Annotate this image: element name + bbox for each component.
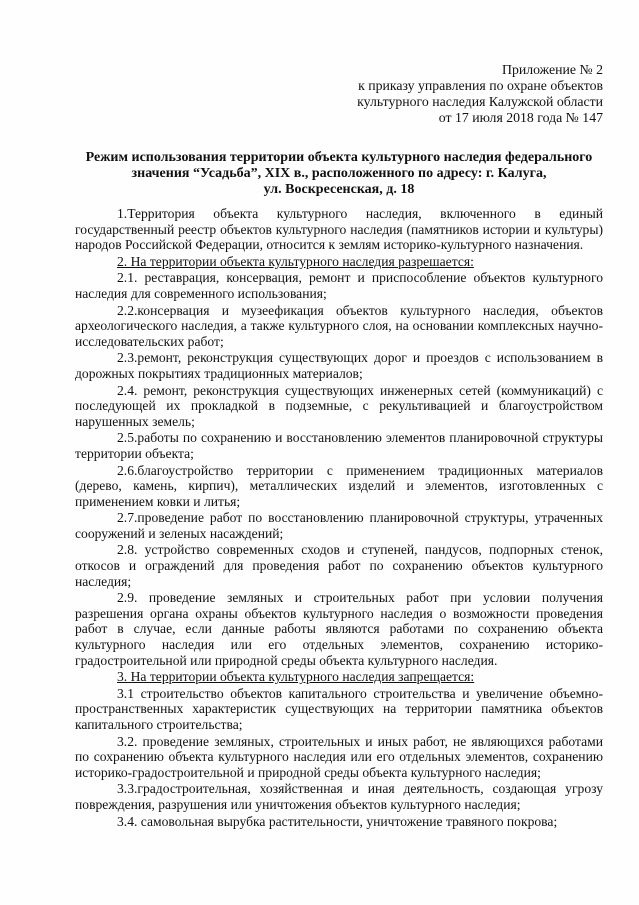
paragraph-3-3: 3.3.градостроительная, хозяйственная и иная деятельность, создающая угрозу повреждения, разрушения или уничтожения объектов культурного наследия; xyxy=(75,781,603,812)
paragraph-2-4: 2.4. ремонт, реконструкция существующих инженерных сетей (коммуникаций) с последующей их прокладкой в подземные, с рекультивацией и благоустройством нарушенных земель; xyxy=(75,382,603,429)
document-title xyxy=(69,150,609,198)
paragraph-2-5: 2.5.работы по сохранению и восстановлению элементов планировочной структуры территории объекта; xyxy=(75,430,603,461)
paragraph-2-7: 2.7.проведение работ по восстановлению планировочной структуры, утраченных сооружений и зеленых насаждений; xyxy=(75,510,603,541)
annex-authority: культурного наследия Калужской области xyxy=(357,94,603,109)
annex-order-ref: к приказу управления по охране объектов xyxy=(358,78,603,93)
paragraph-3-4: 3.4. самовольная вырубка растительности, уничтожение травяного покрова; xyxy=(117,813,558,829)
paragraph-1: 1.Территория объекта культурного наследия, включенного в единый государственный реестр объектов культурного наследия (памятников истории и культуры) народов Российской Федерации, относится к землям историко-культурного назначения. xyxy=(75,206,603,253)
paragraph-2-2: 2.2.консервация и музеефикация объектов культурного наследия, объектов археологического наследия, а также культурного слоя, на основании комплексных научно-исследовательских работ; xyxy=(75,302,603,349)
paragraph-3-1: 3.1 строительство объектов капитального строительства и увеличение объемно-пространственных характеристик существующих на территории памятника объектов капитального строительства; xyxy=(75,685,603,732)
annex-date: от 17 июля 2018 года № 147 xyxy=(438,110,603,125)
title-line-3: ул. Воскресенская, д. 18 xyxy=(263,182,415,197)
paragraph-2-9: 2.9. проведение земляных и строительных работ при условии получения разрешения органа охраны объектов культурного наследия о возможности проведения работ в случае, если данные работы являются работами по сохранению объекта культурного наследия или его отдельных элементов, сохранению историко-градостроительной или природной среды объекта культурного наследия. xyxy=(75,590,603,668)
paragraph-2-1: 2.1. реставрация, консервация, ремонт и приспособление объектов культурного наследия для современного использования; xyxy=(75,270,603,301)
annex-number: Приложение № 2 xyxy=(501,62,603,77)
paragraph-2-6: 2.6.благоустройство территории с применением традиционных материалов (дерево, камень, кирпич), металлических изделий и элементов, изготовленных с применением ковки и литья; xyxy=(75,462,603,509)
document-body xyxy=(75,206,603,829)
paragraph-3-2: 3.2. проведение земляных, строительных и иных работ, не являющихся работами по сохранению объекта культурного наследия или его отдельных элементов, сохранению историко-градостроительной и природной среды объекта культурного наследия; xyxy=(75,733,603,780)
title-line-2: значения “Усадьба”, XIX в., расположенного по адресу: г. Калуга, xyxy=(131,166,547,181)
title-line-1: Режим использования территории объекта культурного наследия федерального xyxy=(85,150,593,165)
section-2-heading: 2. На территории объекта культурного наследия разрешается: xyxy=(117,253,474,269)
annex-block xyxy=(75,62,603,126)
section-3-heading: 3. На территории объекта культурного наследия запрещается: xyxy=(117,669,475,685)
paragraph-2-8: 2.8. устройство современных сходов и ступеней, пандусов, подпорных стенок, откосов и ограждений для проведения работ по сохранению объектов культурного наследия; xyxy=(75,542,603,589)
paragraph-2-3: 2.3.ремонт, реконструкция существующих дорог и проездов с использованием в дорожных покрытиях традиционных материалов; xyxy=(75,350,603,381)
